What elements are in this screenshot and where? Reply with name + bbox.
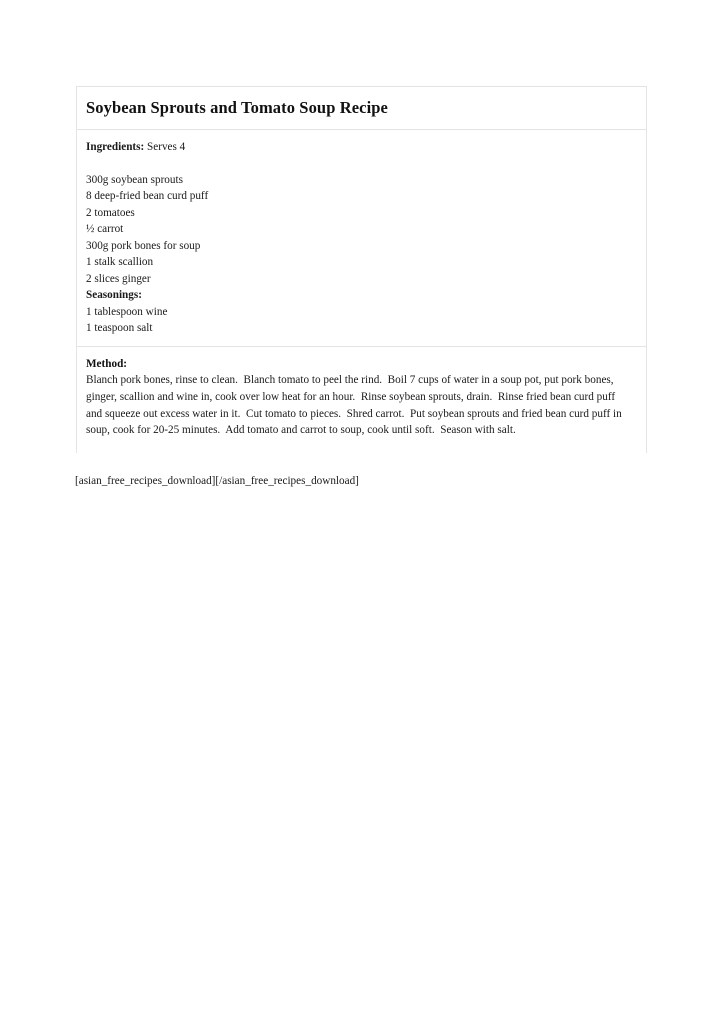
ingredient-item: 1 stalk scallion <box>86 256 154 269</box>
ingredients-serves-line <box>86 139 636 156</box>
seasoning-item: 1 tablespoon wine <box>86 305 168 318</box>
ingredients-label: Ingredients: <box>86 140 145 153</box>
method-section <box>77 347 646 453</box>
recipe-title: Soybean Sprouts and Tomato Soup Recipe <box>86 98 388 117</box>
ingredient-item: 8 deep-fried bean curd puff <box>86 190 209 203</box>
ingredients-section <box>77 130 646 347</box>
recipe-card-header <box>77 87 646 130</box>
method-heading: Method: <box>86 357 128 370</box>
recipe-card <box>76 86 647 453</box>
method-body: Blanch pork bones, rinse to clean. Blanch tomato to peel the rind. Boil 7 cups of water in a soup pot, put pork bones, ginger, scallion and wine in, cook over low heat for an hour. Rinse soybean sprouts, drain. Rinse fried bean curd puff and squeeze out excess water in it. Cut tomato to pieces. Shred carrot. Put soybean sprouts and fried bean curd puff in soup, cook for 20-25 minutes. Add tomato and carrot to soup, cook until soft. Season with salt. <box>86 374 625 437</box>
ingredient-item: 300g pork bones for soup <box>86 239 201 252</box>
ingredient-item: ½ carrot <box>86 223 124 236</box>
ingredients-serves-value: Serves 4 <box>144 140 186 153</box>
seasoning-item: 1 teaspoon salt <box>86 322 153 335</box>
ingredients-spacer <box>86 155 636 172</box>
ingredient-item: 2 slices ginger <box>86 272 151 285</box>
ingredient-item: 300g soybean sprouts <box>86 173 183 186</box>
seasonings-label: Seasonings: <box>86 289 142 302</box>
download-shortcode-text: [asian_free_recipes_download][/asian_free_recipes_download] <box>75 475 359 487</box>
ingredient-item: 2 tomatoes <box>86 206 135 219</box>
